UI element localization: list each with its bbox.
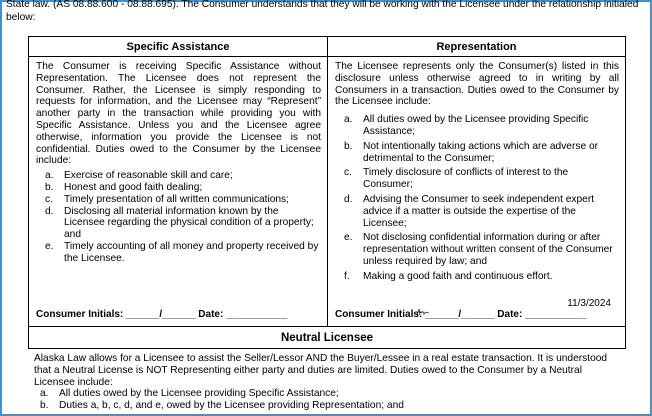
specific-assistance-column [29,37,328,326]
list-item [342,232,625,267]
list-marker: e. [45,240,54,252]
list-item [342,167,625,191]
list-text: Exercise of reasonable skill and care; [64,170,233,182]
list-item [43,170,327,182]
relationship-table [28,36,626,327]
list-item [43,194,327,206]
specific-assistance-list [29,170,327,264]
date-value: 11/3/2024 [567,298,611,309]
list-item [342,194,625,229]
list-marker: b. [40,400,49,412]
list-marker: a. [344,114,353,126]
list-text: Making a good faith and continuous effort. [363,270,553,282]
list-marker: e. [344,232,353,244]
list-text: Timely presentation of all written communications; [64,193,289,205]
list-marker: d. [344,193,353,205]
representation-list [328,114,625,282]
list-item [43,182,327,194]
list-marker: a. [40,388,49,400]
list-text: Duties a, b, c, d, and e, owed by the Licensee providing Representation; and [59,400,404,412]
specific-initials-line[interactable]: Consumer Initials: ______/______ Date: ___________ [36,309,288,320]
list-marker: b. [45,181,54,193]
representation-title: Representation [328,37,625,57]
list-text: All duties owed by the Licensee providing Specific Assistance; [59,388,339,400]
list-item [342,114,625,138]
list-item [38,400,620,412]
neutral-licensee-title: Neutral Licensee [28,327,626,349]
list-item [38,388,620,400]
list-marker: b. [344,140,353,152]
list-text: Timely disclosure of conflicts of interest to the Consumer; [363,167,569,191]
list-item [342,271,625,283]
list-item [43,241,327,265]
representation-column [328,37,625,326]
neutral-paragraph: Alaska Law allows for a Licensee to assist the Seller/Lessor AND the Buyer/Lessee in a real estate transaction. It is understood that a Neutral License is NOT Representing either party and duties are limited. Duties owed to the Consumer by a Neutral Licensee include: [34,353,608,388]
list-marker: f. [344,270,350,282]
intro-text: State law. (AS 08.88.600 - 08.88.695). The Consumer understands that they will be working with the Licensee under the relationship initialed below: [6,0,639,23]
list-marker: d. [45,205,54,217]
specific-assistance-paragraph: The Consumer is receiving Specific Assistance without Representation. The Licensee does not represent the Consumer. Rather, the Licensee is simply responding to requests for information, and the Licensee may “Represent” another party in the transaction while providing you with Specific Assistance. Unless you and the Licensee agree otherwise, information you provide the Licensee is not confidential. Duties owed to the Consumer by the Licensee include: [36,61,321,167]
list-text: Advising the Consumer to seek independent expert advice if a matter is outside the expertise of the Licensee; [363,193,595,229]
list-item [43,206,327,241]
list-marker: a. [45,170,54,182]
neutral-licensee-section [28,349,626,416]
list-text: Not intentionally taking actions which are adverse or detrimental to the Consumer; [363,140,599,164]
list-item [342,141,625,165]
representation-initials-line[interactable]: Consumer Initials: ______/______ Date: ___________ [335,309,587,320]
list-marker: c. [344,167,352,179]
list-text: Disclosing all material information known by the Licensee regarding the physical condition of a property; and [64,205,314,241]
list-marker: c. [45,193,53,205]
specific-assistance-title: Specific Assistance [29,37,327,57]
representation-paragraph: The Licensee represents only the Consumer(s) listed in this disclosure unless otherwise agreed to in writing by all Consumers in a transaction. Duties owed to the Consumer by the Licensee include: [335,61,619,108]
list-text: Not disclosing confidential information during or after representation without written consent of the Consumer unless required by law; and [363,232,613,267]
list-text: Timely accounting of all money and property received by the Licensee. [64,240,319,264]
list-text: All duties owed by the Licensee providing Specific Assistance; [363,114,589,137]
list-text: Honest and good faith dealing; [64,181,203,193]
